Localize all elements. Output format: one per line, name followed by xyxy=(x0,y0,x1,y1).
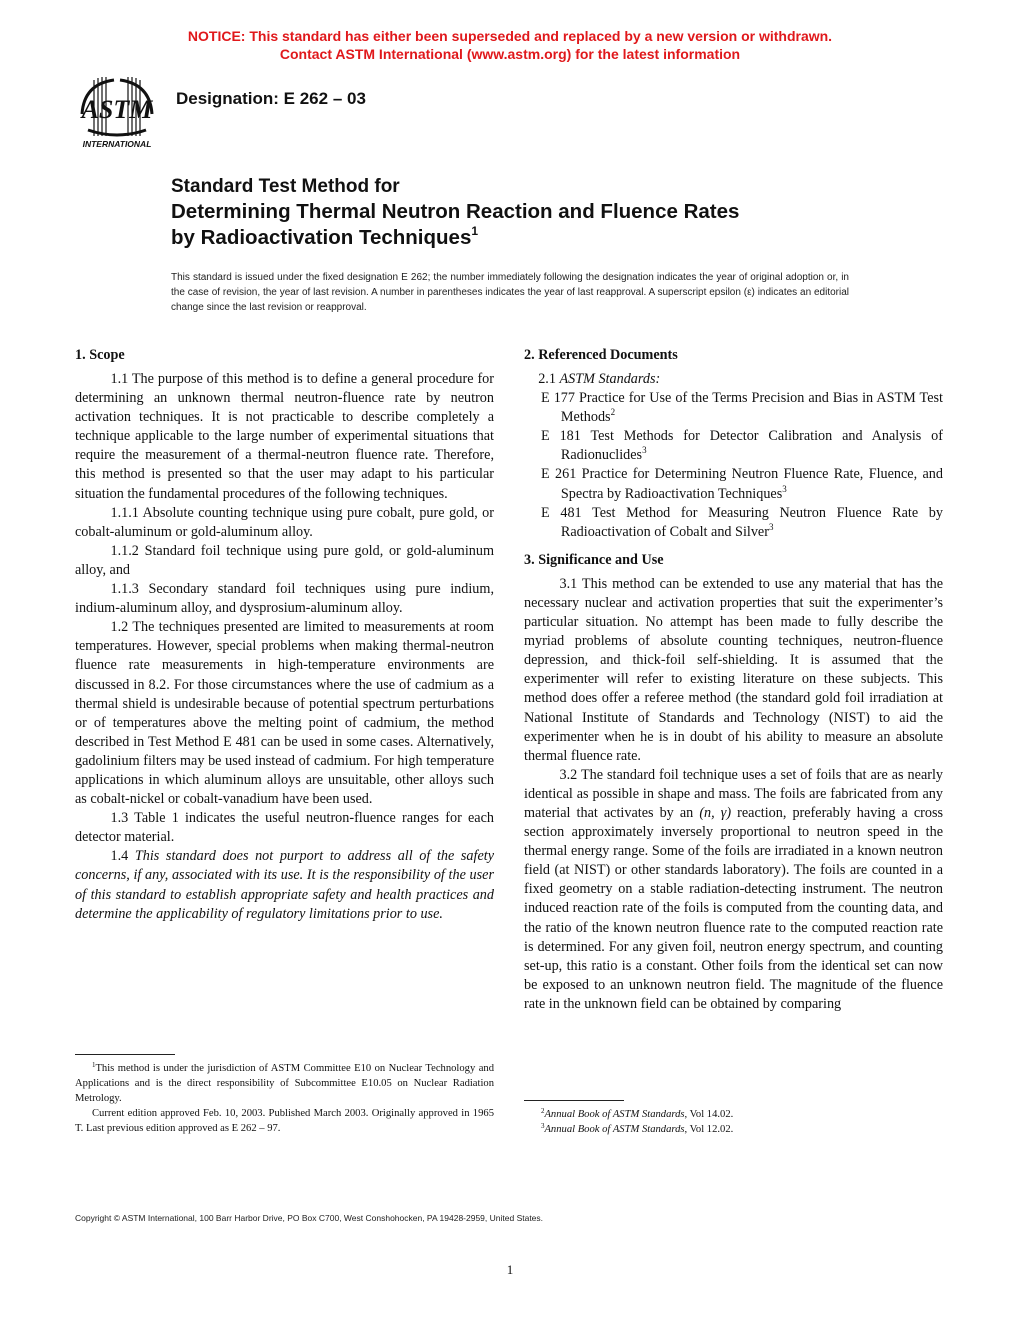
page-number: 1 xyxy=(506,1262,514,1277)
edition-note: Current edition approved Feb. 10, 2003. Published March 2003. Originally approved in 1965 T. Last previous edition approved as E 262 – 97. xyxy=(75,1108,494,1134)
right-column xyxy=(524,346,943,1014)
paragraph-1-2: 1.2 The techniques presented are limited to measurements at room temperatures. However, special problems when making thermal-neutron fluence rate measurements in high-temperature environments are discussed in 8.2. For those circumstances where the use of cadmium as a thermal shield is undesirable because of potential spectrum perturbations or of temperatures above the melting point of cadmium, the method described in Test Method E 481 can be used in some cases. Alternatively, gadolinium filters may be used instead of cadmium. For high temperature applications in which aluminum alloys are unsuitable, other alloys such as cobalt-nickel or cobalt-vanadium have been used. xyxy=(75,619,494,808)
paragraph-1-3: 1.3 Table 1 indicates the useful neutron-fluence ranges for each detector material. xyxy=(75,810,494,846)
title-line-1: Standard Test Method for xyxy=(171,176,400,197)
paragraph-1-1: 1.1 The purpose of this method is to define a general procedure for determining an unknown thermal neutron-fluence rate by neutron activation techniques. It is not practicable to describe completely a technique applicable to the large number of experimental situations that require the measurement of a thermal-neutron fluence rate. Therefore, this method is presented so that the user may adapt to his particular situation the fundamental procedures of the following techniques. xyxy=(75,371,494,502)
reference-e481: E 481 Test Method for Measuring Neutron Fluence Rate by Radioactivation of Cobalt and Silver$^3$ xyxy=(541,504,943,540)
title-line-3: by Radioactivation Techniques$^1$ xyxy=(171,224,479,249)
logo-letters: ASTM xyxy=(81,95,153,124)
title-footnote-mark: 1 xyxy=(471,224,479,238)
footnote-rule-left xyxy=(75,1054,175,1055)
paragraph-2-1: 2.1 ASTM Standards: xyxy=(538,371,661,387)
logo-caption: INTERNATIONAL xyxy=(82,139,152,149)
scope-heading: 1. Scope xyxy=(75,347,125,363)
paragraph-1-4: 1.4 This standard does not purport to address all of the safety concerns, if any, associated with its use. It is the responsibility of the user of this standard to establish appropriate safety and health practices and determine the applicability of regulatory limitations prior to use. xyxy=(75,848,494,922)
left-column xyxy=(75,346,494,924)
reference-e261: E 261 Practice for Determining Neutron Fluence Rate, Fluence, and Spectra by Radioactivation Techniques$^3$ xyxy=(541,466,943,502)
paragraph-1-1-3: 1.1.3 Secondary standard foil techniques using pure indium, indium-aluminum alloy, and dysprosium-aluminum alloy. xyxy=(75,581,494,617)
paragraph-3-2: 3.2 The standard foil technique uses a set of foils that are as nearly identical as possible in shape and mass. The foils are fabricated from any material that activates by an (n, γ) reaction, preferably having a cross section approximately inversely proportional to neutron speed in the thermal energy range. Some of the foils are irradiated in a known neutron field (at NIST) or other standards laboratory). The foils are counted in a fixed geometry on a stable radiation-detecting instrument. The neutron induced reaction rate of the foils is computed from the counting data, and the ratio of the known neutron fluence rate to the computed reaction rate is determined. For any given foil, neutron energy spectrum, and counting set-up, this ratio is a constant. Other foils from the identical set can now be exposed to an unknown neutron field. The magnitude of the fluence rate in the unknown field can be obtained by comparing xyxy=(524,766,944,1012)
footnote-1: $^1$This method is under the jurisdiction of ASTM Committee E10 on Nuclear Technology and Applications and is the direct responsibility of Subcommittee E10.05 on Nuclear Radiation Metrology. xyxy=(75,1061,494,1104)
copyright-line: Copyright © ASTM International, 100 Barr Harbor Drive, PO Box C700, West Conshohocken, PA 19428-2959, United States. xyxy=(75,1213,544,1223)
page-title xyxy=(171,174,931,251)
designation: Designation: E 262 – 03 xyxy=(176,89,366,108)
footnotes-left xyxy=(75,1061,494,1136)
referenced-documents-heading: 2. Referenced Documents xyxy=(524,347,678,363)
reference-e177: E 177 Practice for Use of the Terms Precision and Bias in ASTM Test Methods$^2$ xyxy=(541,390,943,426)
paragraph-3-1: 3.1 This method can be extended to use any material that has the necessary nuclear and activation properties that suit the experimenter’s particular situation. No attempt has been made to fully describe the myriad problems of absolute counting techniques, neutron-fluence depression, and thick-foil self-shielding. It is assumed that the experimenter will refer to existing literature on these subjects. This method does offer a referee method (the standard gold foil irradiation at National Institute of Standards and Technology (NIST) to aid the experimenter when he is in doubt of his ability to measure an absolute thermal fluence rate. xyxy=(524,575,943,764)
footnote-2: $^2$Annual Book of ASTM Standards, Vol 14.02. xyxy=(540,1107,734,1120)
title-line-2: Determining Thermal Neutron Reaction and Fluence Rates xyxy=(171,200,740,223)
astm-logo-icon xyxy=(74,74,160,150)
issued-note: This standard is issued under the fixed designation E 262; the number immediately following the designation indicates the year of original adoption or, in the case of revision, the year of last revision. A number in parentheses indicates the year of last reapproval. A superscript epsilon (ε) indicates an editorial change since the last revision or reapproval. xyxy=(171,272,849,313)
reference-e181: E 181 Test Methods for Detector Calibration and Analysis of Radionuclides$^3$ xyxy=(541,428,943,464)
paragraph-1-1-2: 1.1.2 Standard foil technique using pure gold, or gold-aluminum alloy, and xyxy=(75,542,494,578)
paragraph-1-1-1: 1.1.1 Absolute counting technique using pure cobalt, pure gold, or cobalt-aluminum or gold-aluminum alloy. xyxy=(75,504,494,540)
withdrawn-notice xyxy=(0,27,1020,63)
notice-line-1: NOTICE: This standard has either been superseded and replaced by a new version or withdrawn. xyxy=(187,28,833,44)
footnote-3: $^3$Annual Book of ASTM Standards, Vol 12.02. xyxy=(540,1122,734,1135)
significance-heading: 3. Significance and Use xyxy=(524,551,664,568)
notice-line-2: Contact ASTM International (www.astm.org) for the latest information xyxy=(279,46,741,62)
footnotes-right xyxy=(524,1107,943,1137)
footnote-rule-right xyxy=(524,1100,624,1101)
